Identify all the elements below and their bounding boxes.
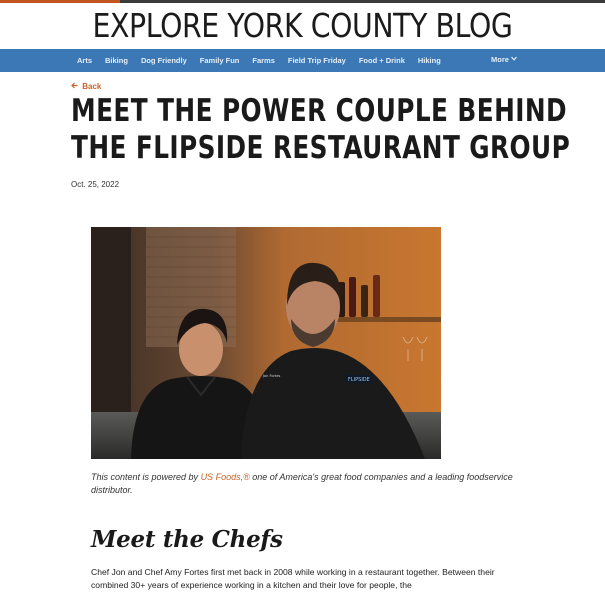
back-link[interactable] <box>71 82 101 91</box>
chevron-down-icon <box>511 56 517 63</box>
us-foods-link[interactable]: US Foods,® <box>200 472 250 482</box>
article-headline <box>71 93 571 167</box>
nav-item-arts[interactable]: Arts <box>77 56 93 65</box>
apron-logo-right: FLIPSIDE <box>348 377 370 383</box>
caption-text-after: one of America's great food companies and a leading foodservice distributor. <box>91 472 513 495</box>
headline-line-1: MEET THE POWER COUPLE BEHIND <box>71 93 567 129</box>
article-paragraph: Chef Jon and Chef Amy Fortes first met back in 2008 while working in a restaurant together. Between their combined 30+ years of experience working in a kitchen and their love for people, the <box>91 567 495 590</box>
arrow-left-icon <box>71 82 80 91</box>
nav-items <box>77 49 454 72</box>
nav-item-family-fun[interactable]: Family Fun <box>199 56 240 65</box>
top-strip-accent <box>0 0 120 3</box>
nav-item-biking[interactable]: Biking <box>105 56 128 65</box>
nav-item-food-drink[interactable]: Food + Drink <box>358 56 405 65</box>
nav-item-hiking[interactable]: Hiking <box>417 56 441 65</box>
nav-more-menu[interactable] <box>491 49 517 69</box>
category-navbar <box>0 49 605 72</box>
back-link-label: Back <box>82 82 102 91</box>
nav-more-label: More <box>491 54 509 64</box>
section-title: Meet the Chefs <box>91 526 283 553</box>
apron-name-left: Jon Fortes <box>263 374 281 378</box>
headline-line-2: THE FLIPSIDE RESTAURANT GROUP <box>71 130 571 166</box>
photo-caption <box>91 471 521 496</box>
nav-item-field-trip-friday[interactable]: Field Trip Friday <box>287 56 346 65</box>
nav-item-dog-friendly[interactable]: Dog Friendly <box>140 56 187 65</box>
article-date: Oct. 25, 2022 <box>71 180 120 189</box>
nav-item-farms[interactable]: Farms <box>252 56 275 65</box>
site-title[interactable]: EXPLORE YORK COUNTY BLOG <box>92 6 513 45</box>
article-photo <box>91 227 441 459</box>
caption-text-before: This content is powered by <box>91 472 201 482</box>
